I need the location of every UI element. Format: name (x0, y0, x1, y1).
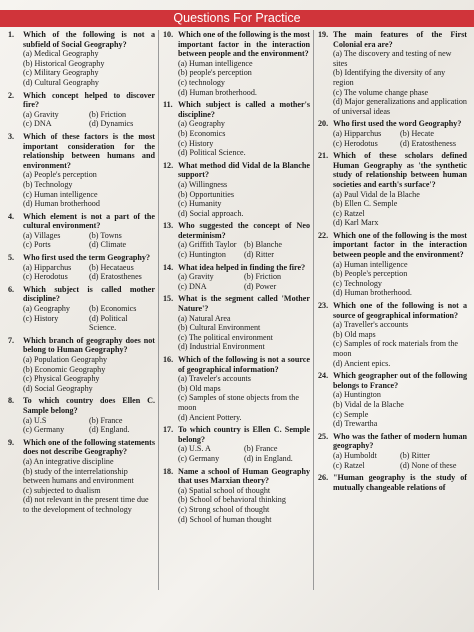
answer-option: (d) Eratosthenes (89, 272, 142, 282)
answer-option: (a) U.S. A (178, 444, 211, 454)
question-stem (163, 467, 310, 486)
answer-option-row (23, 304, 155, 314)
question-text: Name a school of Human Geography that uses Marxian theory? (178, 466, 310, 486)
question-number: 8. (8, 396, 15, 406)
answer-option-row (178, 282, 310, 292)
answer-option: (a) Villages (23, 230, 61, 240)
answer-option: (c) Germany (178, 453, 220, 463)
answer-option-row (23, 110, 155, 120)
question-text: Which one of the following is the most important factor in the interaction between people and the environment? (333, 230, 467, 260)
question-stem (163, 221, 310, 240)
answer-option: (c) History (178, 138, 214, 148)
answer-option: (d) School of human thought (178, 514, 272, 524)
question-stem (8, 438, 155, 457)
answer-option-row (333, 139, 467, 149)
answer-option: (a) Traveller's accounts (333, 320, 409, 330)
question-item (8, 91, 155, 129)
question-item (318, 151, 467, 228)
question-item (163, 425, 310, 463)
answer-option-row (333, 451, 467, 461)
question-stem (318, 151, 467, 189)
question-text: What is the segment called 'Mother Nature'? (178, 294, 310, 314)
answer-option-row (178, 272, 310, 282)
answer-options (8, 355, 155, 393)
answer-option-row (178, 250, 310, 260)
answer-option: (d) Trewartha (333, 419, 378, 429)
answer-option: (a) Human intelligence (333, 259, 408, 269)
question-number: 15. (163, 294, 174, 304)
question-stem (163, 100, 310, 119)
answer-option: (d) None of these (400, 460, 457, 470)
answer-option: (d) Major generalizations and application of universal ideas (333, 97, 467, 116)
answer-option: (b) people's perception (178, 68, 252, 78)
question-item (163, 355, 310, 422)
answer-option: (c) Military Geography (23, 68, 99, 78)
answer-option: (c) Herodotus (333, 138, 378, 148)
question-item (8, 336, 155, 394)
question-stem (163, 263, 310, 273)
question-text: Which subject is called mother discipline? (23, 284, 155, 304)
answer-option: (b) Friction (89, 109, 127, 119)
answer-option-row (23, 314, 155, 333)
answer-option: (b) Opportunities (178, 189, 234, 199)
answer-option: (a) Human intelligence (178, 58, 253, 68)
question-number: 7. (8, 335, 15, 345)
question-number: 16. (163, 355, 174, 364)
answer-option: (b) Old maps (178, 383, 221, 393)
answer-option: (b) Economics (89, 304, 137, 314)
answer-option: (d) Karl Marx (333, 218, 379, 228)
answer-option: (d) not relevant in the present time due to the development of technology (23, 495, 149, 514)
question-text: Which of these factors is the most important consideration for the relationship between humans and environment? (23, 131, 155, 170)
question-text: Which concept helped to discover fire? (23, 90, 155, 110)
answer-option: (a) Griffith Taylor (178, 240, 237, 250)
question-number: 24. (318, 371, 329, 381)
question-number: 2. (8, 90, 15, 100)
answer-option: (d) Human brotherhood (23, 199, 100, 209)
question-item (8, 285, 155, 333)
answer-option: (c) Ports (23, 240, 51, 250)
answer-option: (d) in England. (244, 453, 293, 463)
answer-option: (a) Population Geography (23, 355, 108, 364)
question-stem (8, 91, 155, 110)
answer-option: (c) Strong school of thought (178, 504, 270, 514)
answer-option: (d) Ancient epics. (333, 358, 391, 368)
answer-option: (a) Hipparchus (333, 128, 382, 138)
question-item (8, 132, 155, 209)
answer-option: (b) Historical Geography (23, 58, 105, 68)
question-stem (318, 30, 467, 49)
answer-option: (a) Paul Vidal de la Blache (333, 189, 420, 199)
question-text: Which one of the following statements does not describe Geography? (23, 437, 155, 457)
answer-options (318, 49, 467, 116)
answer-option: (b) Friction (244, 272, 282, 282)
answer-options (8, 49, 155, 87)
question-text: Which geographer out of the following belongs to France? (333, 371, 467, 390)
answer-option: (d) Political Science. (178, 148, 246, 158)
question-stem (8, 253, 155, 263)
answer-options (163, 272, 310, 291)
answer-option: (c) Semple (333, 409, 369, 419)
answer-option: (b) Old maps (333, 329, 376, 339)
question-item (318, 473, 467, 492)
answer-option-row (333, 461, 467, 471)
answer-option: (c) Ratzel (333, 460, 365, 470)
answer-option-row (23, 240, 155, 250)
question-number: 4. (8, 211, 15, 221)
question-number: 14. (163, 262, 174, 272)
question-text: Who was the father of modern human geography? (333, 431, 467, 451)
question-column-2 (159, 30, 314, 590)
question-item (163, 100, 310, 158)
question-number: 25. (318, 431, 329, 441)
answer-option: (d) Power (244, 281, 277, 291)
question-item (8, 253, 155, 282)
answer-options (318, 129, 467, 148)
answer-options (8, 231, 155, 250)
answer-option: (c) The volume change phase (333, 87, 429, 97)
question-item (8, 438, 155, 515)
question-item (163, 221, 310, 259)
question-number: 6. (8, 284, 15, 294)
answer-option: (a) Hipparchus (23, 262, 72, 272)
question-number: 3. (8, 131, 15, 141)
answer-option-row (23, 231, 155, 241)
answer-option: (c) The political environment (178, 332, 273, 342)
question-text: Who first used the word Geography? (333, 119, 462, 129)
answer-option: (a) Geography (178, 119, 225, 129)
question-stem (163, 355, 310, 374)
question-text: Which element is not a part of the cultural environment? (23, 211, 155, 231)
answer-options (163, 374, 310, 422)
answer-option: (a) Traveler's accounts (178, 374, 251, 384)
question-item (318, 119, 467, 148)
answer-option: (b) Towns (89, 230, 122, 240)
answer-option: (d) Dynamics (89, 119, 134, 129)
question-text: To which country is Ellen C. Semple belong? (178, 425, 310, 444)
answer-options (318, 451, 467, 470)
question-number: 12. (163, 160, 174, 170)
answer-option: (b) Economic Geography (23, 364, 106, 374)
answer-option: (a) Humboldt (333, 450, 377, 460)
answer-option: (c) Samples of stone objects from the moon (178, 393, 299, 412)
question-text: "Human geography is the study of mutually changeable relations of (333, 473, 467, 492)
answer-option: (a) The discovery and testing of new sites (333, 49, 452, 68)
answer-options (318, 320, 467, 368)
answer-option: (c) DNA (23, 119, 52, 129)
answer-option: (a) U.S (23, 415, 47, 425)
question-number: 11. (163, 100, 173, 110)
question-item (8, 30, 155, 88)
question-stem (163, 425, 310, 444)
question-item (163, 467, 310, 525)
answer-option: (d) Eratostheness (400, 138, 456, 148)
answer-option: (b) People's perception (333, 269, 408, 279)
answer-option: (a) An integrative discipline (23, 456, 114, 466)
answer-option: (a) Willingness (178, 179, 228, 189)
question-stem (318, 231, 467, 260)
question-column-1 (4, 30, 159, 590)
question-number: 23. (318, 301, 329, 311)
answer-option: (a) Gravity (178, 272, 214, 282)
answer-option-row (23, 263, 155, 273)
question-stem (8, 396, 155, 415)
answer-option: (c) technology (178, 77, 225, 87)
question-text: Who suggested the concept of Neo determinism? (178, 221, 310, 240)
answer-option: (d) England. (89, 425, 130, 435)
answer-options (318, 390, 467, 428)
question-stem (8, 285, 155, 304)
answer-options (163, 59, 310, 97)
question-text: What idea helped in finding the fire? (178, 262, 306, 272)
blank-margin (0, 590, 474, 632)
question-stem (318, 432, 467, 451)
question-number: 5. (8, 253, 15, 263)
answer-option: (b) Technology (23, 179, 73, 189)
question-stem (8, 132, 155, 170)
answer-option: (d) Human brotherhood. (178, 87, 257, 97)
answer-options (8, 457, 155, 515)
answer-option: (a) Spatial school of thought (178, 485, 271, 495)
answer-option: (b) Hecate (400, 128, 434, 138)
question-columns (4, 30, 470, 590)
answer-option: (c) DNA (178, 281, 207, 291)
answer-option-row (178, 240, 310, 250)
question-stem (8, 30, 155, 49)
question-item (318, 30, 467, 116)
question-text: Which one of the following is not a source of geographical information? (333, 301, 467, 320)
question-number: 18. (163, 466, 174, 476)
answer-option-row (333, 129, 467, 139)
question-item (318, 301, 467, 368)
question-text: Who first used the term Geography? (23, 253, 151, 263)
answer-option: (b) School of behavioral thinking (178, 495, 286, 505)
answer-option-row (23, 119, 155, 129)
answer-option: (b) Cultural Environment (178, 323, 261, 333)
question-stem (318, 473, 467, 492)
answer-options (8, 263, 155, 282)
question-text: Which of these scholars defined Human Geography as 'the synthetic study of relationship between human societies and earth's surface'? (333, 151, 467, 189)
question-number: 10. (163, 30, 174, 39)
answer-option: (c) Technology (333, 278, 382, 288)
question-stem (318, 371, 467, 390)
answer-option: (d) Ritter (244, 250, 274, 260)
answer-option: (d) Cultural Geography (23, 77, 99, 87)
answer-option: (b) Economics (178, 128, 226, 138)
question-number: 19. (318, 30, 329, 39)
question-number: 13. (163, 221, 174, 231)
question-text: Which of the following is not a source of geographical information? (178, 355, 310, 374)
answer-options (8, 304, 155, 333)
question-column-3 (314, 30, 470, 590)
answer-option: (c) Germany (23, 425, 65, 435)
answer-option: (d) Industrial Environment (178, 342, 265, 352)
question-number: 17. (163, 425, 174, 435)
question-number: 1. (8, 30, 15, 39)
answer-option: (c) History (23, 313, 59, 323)
question-text: To which country does Ellen C. Sample belong? (23, 396, 155, 415)
answer-option: (d) Political Science. (89, 313, 128, 333)
answer-option: (a) Huntington (333, 390, 381, 400)
question-text: Which one of the following is the most important factor in the interaction between people and the environment? (178, 30, 310, 59)
answer-option: (b) France (244, 444, 278, 454)
question-item (8, 396, 155, 434)
answer-options (163, 119, 310, 157)
answer-option: (c) Huntington (178, 250, 226, 260)
answer-option-row (23, 272, 155, 282)
answer-option: (b) study of the interrelationship between humans and environment (23, 466, 134, 486)
question-stem (318, 119, 467, 129)
answer-option: (b) Ellen C. Semple (333, 199, 398, 209)
question-number: 26. (318, 473, 329, 483)
answer-option: (c) Physical Geography (23, 374, 100, 384)
answer-option: (a) Natural Area (178, 313, 231, 323)
answer-option: (c) subjected to dualism (23, 485, 101, 495)
answer-option: (b) Identifying the diversity of any region (333, 68, 446, 87)
question-item (318, 371, 467, 429)
answer-option: (c) Humanity (178, 199, 222, 209)
answer-option-row (178, 444, 310, 454)
answer-options (8, 110, 155, 129)
answer-option: (b) Vidal de la Blache (333, 399, 404, 409)
question-number: 9. (8, 437, 15, 447)
answer-option: (d) Human brotherhood. (333, 288, 412, 298)
answer-options (163, 314, 310, 352)
answer-options (163, 444, 310, 463)
question-item (163, 263, 310, 292)
question-stem (8, 212, 155, 231)
answer-option-row (23, 425, 155, 435)
answer-option: (c) Ratzel (333, 208, 365, 218)
answer-option: (b) Hecataeus (89, 262, 134, 272)
answer-option: (c) Human intelligence (23, 189, 98, 199)
answer-options (318, 260, 467, 298)
answer-option: (d) Social Geography (23, 383, 93, 393)
question-stem (163, 30, 310, 59)
answer-options (318, 190, 467, 228)
answer-option: (a) Gravity (23, 109, 59, 119)
answer-option: (d) Social approach. (178, 208, 244, 218)
answer-option: (a) Medical Geography (23, 49, 99, 59)
question-item (163, 294, 310, 352)
question-item (318, 231, 467, 298)
question-number: 21. (318, 151, 329, 161)
question-number: 20. (318, 119, 329, 129)
question-stem (163, 161, 310, 180)
answer-option-row (23, 416, 155, 426)
answer-option: (d) Climate (89, 240, 127, 250)
answer-option: (b) Ritter (400, 450, 430, 460)
question-stem (8, 336, 155, 355)
answer-options (163, 180, 310, 218)
question-text: Which branch of geography does not belong to Human Geography? (23, 335, 155, 355)
answer-option: (a) Geography (23, 304, 70, 314)
answer-options (163, 486, 310, 524)
answer-option: (b) France (89, 415, 123, 425)
question-text: Which of the following is not a subfield of Social Geography? (23, 30, 155, 49)
answer-option: (d) Ancient Pottery. (178, 412, 242, 422)
question-item (318, 432, 467, 470)
answer-options (163, 240, 310, 259)
answer-option: (c) Herodotus (23, 272, 68, 282)
question-stem (318, 301, 467, 320)
question-text: Which subject is called a mother's discipline? (178, 100, 310, 119)
question-text: What method did Vidal de la Blanche support? (178, 160, 310, 180)
answer-option: (c) Samples of rock materials from the moon (333, 339, 458, 358)
question-item (8, 212, 155, 250)
answer-option: (b) Blanche (244, 240, 282, 250)
question-stem (163, 294, 310, 313)
question-text: The main features of the First Colonial era are? (333, 30, 467, 49)
question-item (163, 161, 310, 219)
page-title: Questions For Practice (0, 10, 474, 27)
answer-options (8, 416, 155, 435)
question-number: 22. (318, 230, 329, 240)
answer-option-row (178, 454, 310, 464)
answer-options (8, 170, 155, 208)
question-item (163, 30, 310, 97)
answer-option: (a) People's perception (23, 170, 97, 180)
